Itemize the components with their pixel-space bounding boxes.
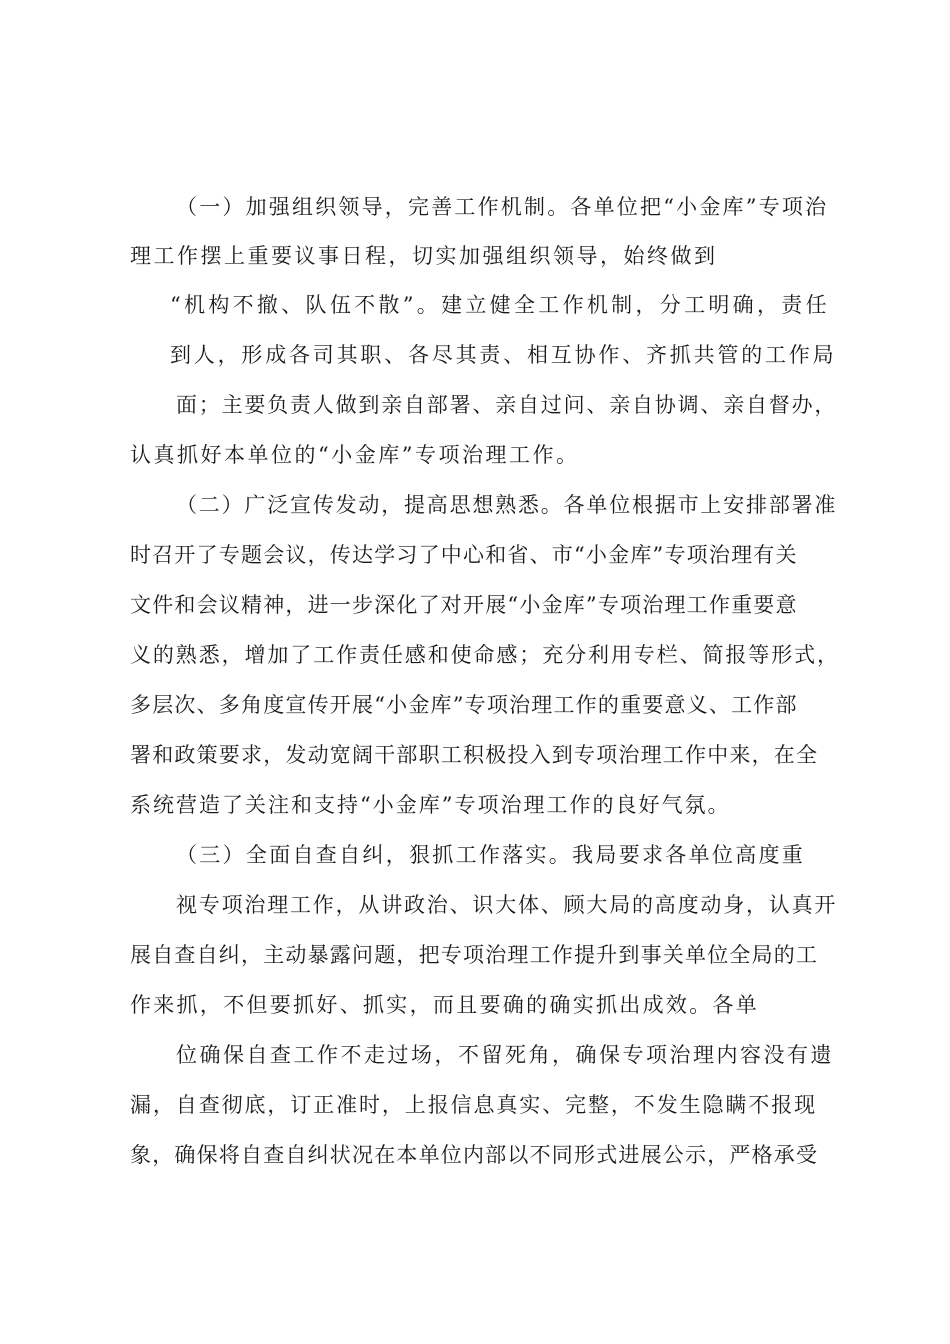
paragraph-3-line-1: （三）全面自查自纠，狠抓工作落实。我局要求各单位高度重 [176,843,806,867]
paragraph-3-line-7: 象，确保将自查自纠状况在本单位内部以不同形式进展公示，严格承受 [130,1143,819,1167]
paragraph-3-line-6: 漏，自查彻底，订正准时，上报信息真实、完整，不发生隐瞒不报现 [130,1093,817,1117]
paragraph-2-line-3: 文件和会议精神，进一步深化了对开展“小金库”专项治理工作重要意 [130,593,798,617]
paragraph-1-line-1: （一）加强组织领导，完善工作机制。各单位把“小金库”专项治 [176,195,829,219]
paragraph-1-line-4: 到人，形成各司其职、各尽其责、相互协作、齐抓共管的工作局 [170,343,837,367]
paragraph-2-line-4: 义的熟悉，增加了工作责任感和使命感；充分利用专栏、简报等形式， [130,643,840,667]
paragraph-3-line-2: 视专项治理工作，从讲政治、识大体、顾大局的高度动身，认真开 [176,893,838,917]
paragraph-3-line-3: 展自查自纠，主动暴露问题，把专项治理工作提升到事关单位全局的工 [130,943,819,967]
paragraph-2-line-6: 署和政策要求，发动宽阔干部职工积极投入到专项治理工作中来，在全 [130,743,819,767]
paragraph-3-line-4: 作来抓，不但要抓好、抓实，而且要确的确实抓出成效。各单 [130,993,760,1017]
paragraph-1-line-6: 认真抓好本单位的“小金库”专项治理工作。 [130,443,580,467]
paragraph-2-line-1: （二）广泛宣传发动，提高思想熟悉。各单位根据市上安排部署准 [176,493,838,517]
paragraph-3-line-5: 位确保自查工作不走过场，不留死角，确保专项治理内容没有遗 [176,1043,834,1067]
paragraph-2-line-7: 系统营造了关注和支持“小金库”专项治理工作的良好气氛。 [130,793,731,817]
paragraph-1-line-2: 理工作摆上重要议事日程，切实加强组织领导，始终做到 [130,244,718,268]
paragraph-2-line-2: 时召开了专题会议，传达学习了中心和省、市“小金库”专项治理有关 [130,543,798,567]
paragraph-1-line-3: “机构不撤、队伍不散”。建立健全工作机制，分工明确，责任 [170,293,830,317]
paragraph-2-line-5: 多层次、多角度宣传开展“小金库”专项治理工作的重要意义、工作部 [130,693,798,717]
paragraph-1-line-5: 面；主要负责人做到亲自部署、亲自过问、亲自协调、亲自督办， [176,393,838,417]
